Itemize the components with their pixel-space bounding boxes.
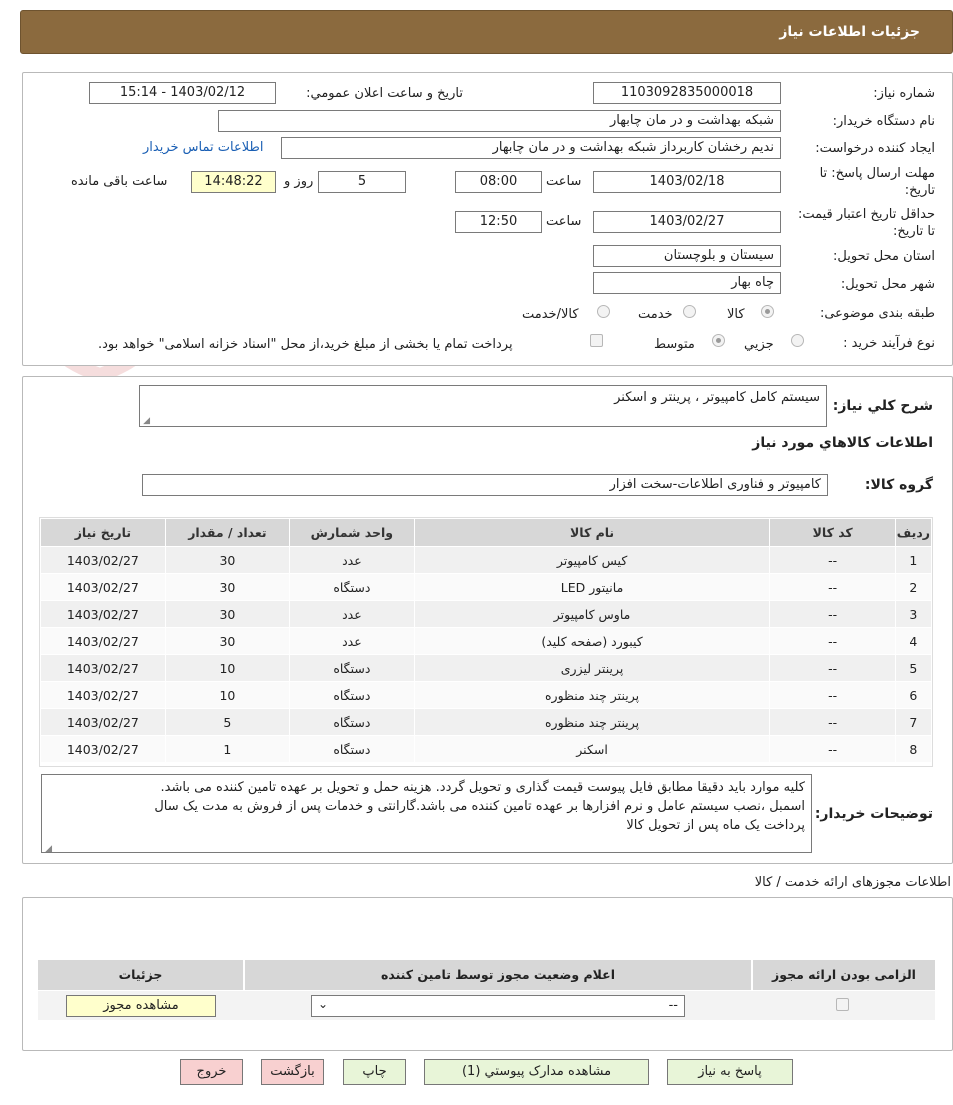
- cell-row: 2: [895, 574, 931, 601]
- cell-name: پرینتر لیزری: [414, 655, 770, 682]
- exit-button[interactable]: خروج: [180, 1059, 243, 1085]
- permit-required-checkbox: [836, 998, 849, 1011]
- cell-code: --: [770, 601, 895, 628]
- cell-unit: دستگاه: [290, 655, 415, 682]
- province-field: سیستان و بلوچستان: [593, 245, 781, 267]
- deadline-label: [795, 165, 935, 199]
- province-label: استان محل تحویل:: [833, 249, 935, 264]
- cell-code: --: [770, 655, 895, 682]
- cell-date: 1403/02/27: [41, 709, 166, 736]
- category-option-service: خدمت: [638, 307, 673, 322]
- need-number-label: شماره نیاز:: [873, 86, 935, 101]
- cell-code: --: [770, 709, 895, 736]
- table-row: [41, 655, 932, 682]
- cell-qty: 30: [165, 547, 289, 574]
- col-unit: واحد شمارش: [290, 519, 415, 547]
- deadline-time-field: 08:00: [455, 171, 542, 193]
- announce-label: تاریخ و ساعت اعلان عمومي:: [306, 86, 463, 101]
- days-word: روز و: [284, 174, 314, 189]
- buyer-contact-link[interactable]: اطلاعات تماس خریدار: [143, 140, 264, 155]
- deadline-label-text: مهلت ارسال پاسخ: تا تاریخ:: [819, 166, 935, 198]
- cell-code: --: [770, 547, 895, 574]
- days-field: 5: [318, 171, 406, 193]
- cell-date: 1403/02/27: [41, 574, 166, 601]
- cell-qty: 30: [165, 628, 289, 655]
- validity-label: [795, 206, 935, 240]
- process-option-medium: متوسط: [654, 337, 695, 352]
- category-label: طبقه بندی موضوعی:: [819, 306, 935, 321]
- cell-code: --: [770, 628, 895, 655]
- chevron-down-icon: ⌄: [318, 997, 329, 1011]
- print-button[interactable]: چاپ: [343, 1059, 406, 1085]
- category-option-both: کالا/خدمت: [522, 307, 579, 322]
- cell-row: 7: [895, 709, 931, 736]
- desc-textarea[interactable]: [139, 385, 827, 427]
- group-field: کامپیوتر و فناوری اطلاعات-سخت افزار: [142, 474, 828, 496]
- permits-title: اطلاعات مجوزهای ارائه خدمت / کالا: [754, 875, 951, 890]
- deadline-date-field: 1403/02/18: [593, 171, 781, 193]
- cell-row: 5: [895, 655, 931, 682]
- notes-line-3: پرداخت یک ماه پس از تحویل کالا: [626, 818, 805, 833]
- reply-button[interactable]: پاسخ به نیاز: [667, 1059, 793, 1085]
- cell-unit: عدد: [290, 628, 415, 655]
- buyer-notes-label: توضیحات خریدار:: [814, 806, 933, 822]
- cell-qty: 1: [165, 736, 289, 763]
- table-row: [41, 682, 932, 709]
- cell-name: مانیتور LED: [414, 574, 770, 601]
- resize-handle-icon[interactable]: ◢: [143, 416, 150, 426]
- cell-qty: 30: [165, 601, 289, 628]
- cell-row: 3: [895, 601, 931, 628]
- resize-handle-icon[interactable]: ◢: [45, 844, 52, 853]
- notes-line-1: کلیه موارد باید دقیقا مطابق فایل پیوست قیمت گذاری و تحویل گردد. هزینه حمل و تحویل بر عهده تامین کننده می باشد.: [160, 780, 805, 795]
- cell-unit: عدد: [290, 601, 415, 628]
- view-permit-button[interactable]: مشاهده مجوز: [66, 995, 216, 1017]
- desc-label: شرح کلي نياز:: [832, 398, 933, 414]
- cell-name: کیس کامپیوتر: [414, 547, 770, 574]
- buyer-org-field: شبکه بهداشت و در مان چابهار: [218, 110, 781, 132]
- city-label: شهر محل تحویل:: [840, 277, 935, 292]
- table-row: [41, 574, 932, 601]
- cell-name: اسکنر: [414, 736, 770, 763]
- group-label: گروه کالا:: [864, 477, 933, 493]
- cell-row: 6: [895, 682, 931, 709]
- cell-name: کیبورد (صفحه کلید): [414, 628, 770, 655]
- deadline-time-word: ساعت: [546, 174, 582, 189]
- cell-unit: دستگاه: [290, 709, 415, 736]
- cell-unit: دستگاه: [290, 736, 415, 763]
- page-header: [20, 10, 953, 54]
- cell-row: 4: [895, 628, 931, 655]
- cell-date: 1403/02/27: [41, 736, 166, 763]
- payment-checkbox[interactable]: [590, 334, 603, 347]
- cell-date: 1403/02/27: [41, 682, 166, 709]
- cell-row: 1: [895, 547, 931, 574]
- table-row: [41, 547, 932, 574]
- need-number-field: 1103092835000018: [593, 82, 781, 104]
- category-radio-both[interactable]: [597, 305, 610, 318]
- validity-time-field: 12:50: [455, 211, 542, 233]
- process-radio-medium[interactable]: [712, 334, 725, 347]
- permits-header-status: اعلام وضعیت مجوز توسط تامین کننده: [245, 960, 751, 990]
- cell-unit: عدد: [290, 547, 415, 574]
- category-option-goods: کالا: [727, 307, 745, 322]
- permits-header-required: الزامی بودن ارائه مجوز: [753, 960, 935, 990]
- buyer-org-label: نام دستگاه خریدار:: [832, 114, 935, 129]
- cell-date: 1403/02/27: [41, 547, 166, 574]
- table-row: [41, 736, 932, 763]
- col-row: ردیف: [895, 519, 931, 547]
- process-option-minor: جزیي: [744, 337, 774, 352]
- cell-qty: 10: [165, 682, 289, 709]
- process-label: نوع فرآیند خرید :: [843, 336, 935, 351]
- cell-name: پرینتر چند منظوره: [414, 682, 770, 709]
- cell-row: 8: [895, 736, 931, 763]
- cell-date: 1403/02/27: [41, 628, 166, 655]
- city-field: چاه بهار: [593, 272, 781, 294]
- announce-field: 1403/02/12 - 15:14: [89, 82, 276, 104]
- cell-qty: 30: [165, 574, 289, 601]
- cell-name: پرینتر چند منظوره: [414, 709, 770, 736]
- table-row: [41, 601, 932, 628]
- back-button[interactable]: بازگشت: [261, 1059, 324, 1085]
- goods-info-title: اطلاعات کالاهاي مورد نياز: [752, 435, 933, 451]
- col-name: نام کالا: [414, 519, 770, 547]
- cell-date: 1403/02/27: [41, 601, 166, 628]
- permit-status-value: --: [668, 998, 678, 1013]
- cell-unit: دستگاه: [290, 682, 415, 709]
- col-qty: تعداد / مقدار: [165, 519, 289, 547]
- items-table: [40, 518, 932, 763]
- process-radio-minor[interactable]: [791, 334, 804, 347]
- cell-code: --: [770, 574, 895, 601]
- cell-qty: 10: [165, 655, 289, 682]
- category-radio-service[interactable]: [683, 305, 696, 318]
- cell-code: --: [770, 682, 895, 709]
- cell-code: --: [770, 736, 895, 763]
- permit-status-select[interactable]: [311, 995, 685, 1017]
- cell-name: ماوس کامپیوتر: [414, 601, 770, 628]
- items-table-header: [41, 519, 932, 547]
- validity-date-field: 1403/02/27: [593, 211, 781, 233]
- col-date: تاریخ نیاز: [41, 519, 166, 547]
- creator-field: ندیم رخشان کاربرداز شبکه بهداشت و در مان چابهار: [281, 137, 781, 159]
- remaining-time-field: 14:48:22: [191, 171, 276, 193]
- buyer-notes-textarea[interactable]: [41, 774, 812, 853]
- remaining-word: ساعت باقی مانده: [71, 174, 168, 189]
- category-radio-goods[interactable]: [761, 305, 774, 318]
- desc-text: سیستم کامل کامپیوتر ، پرینتر و اسکنر: [614, 390, 820, 405]
- table-row: [41, 709, 932, 736]
- cell-unit: دستگاه: [290, 574, 415, 601]
- page-title: جزئیات اطلاعات نیاز: [779, 24, 920, 40]
- cell-date: 1403/02/27: [41, 655, 166, 682]
- cell-qty: 5: [165, 709, 289, 736]
- payment-note: پرداخت تمام یا بخشی از مبلغ خرید،از محل "اسناد خزانه اسلامی" خواهد بود.: [98, 337, 513, 352]
- col-code: کد کالا: [770, 519, 895, 547]
- attachments-button[interactable]: مشاهده مدارک پیوستي (1): [424, 1059, 649, 1085]
- permits-header-details: جزئیات: [38, 960, 243, 990]
- creator-label: ایجاد کننده درخواست:: [815, 141, 935, 156]
- table-row: [41, 628, 932, 655]
- validity-time-word: ساعت: [546, 214, 582, 229]
- validity-label-text: حداقل تاریخ اعتبار قیمت: تا تاریخ:: [797, 207, 935, 239]
- notes-line-2: اسمبل ،نصب سیستم عامل و نرم افزارها بر عهده تامین کننده می باشد.گارانتی و خدمات پس از فروش به مدت یک سال: [154, 799, 805, 814]
